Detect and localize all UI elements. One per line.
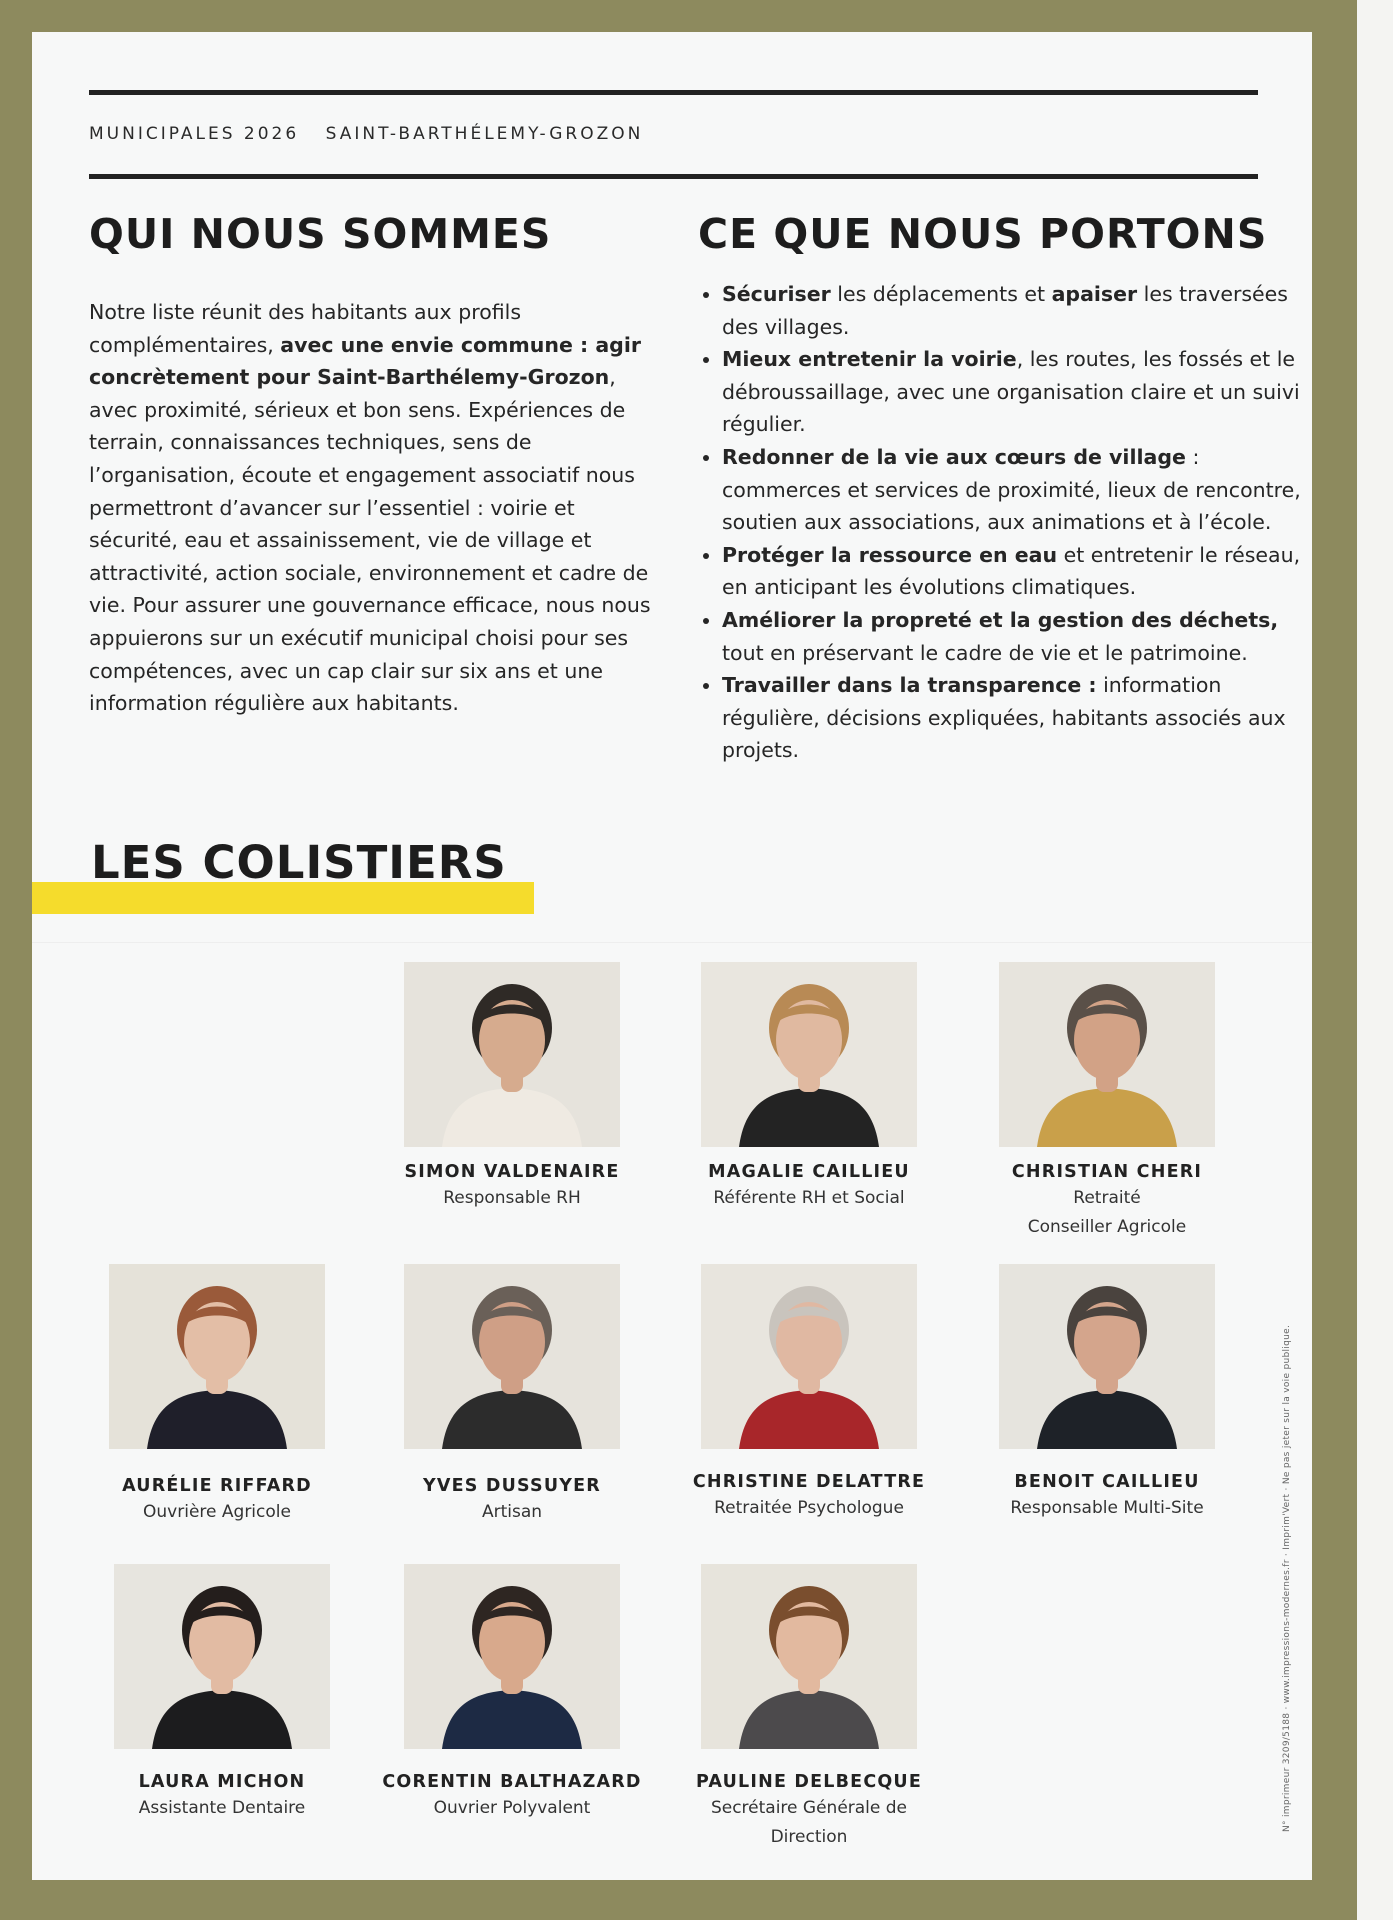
member-photo <box>109 1264 325 1449</box>
member-role: Responsable Multi-Site <box>1010 1498 1204 1518</box>
program-item <box>722 441 1312 539</box>
team-member <box>362 1770 662 1823</box>
scan-background <box>1357 0 1393 1920</box>
member-name: MAGALIE CAILLIEU <box>708 1162 910 1182</box>
member-name: CHRISTINE DELATTRE <box>692 1472 926 1492</box>
intro-text-1: Notre liste réunit des habitants aux profils complémentaires, <box>89 300 522 357</box>
portrait-graphic <box>701 1564 917 1749</box>
member-role: Artisan <box>481 1502 543 1522</box>
member-name: SIMON VALDENAIRE <box>404 1162 620 1182</box>
member-role-line-2: Conseiller Agricole <box>1027 1217 1187 1237</box>
portrait-graphic <box>701 962 917 1147</box>
program-item-bold: Travailler dans la transparence : <box>722 673 1097 698</box>
intro-text-bold: avec une envie commune : agir concrètement pour Saint-Barthélemy-Grozon <box>89 332 641 390</box>
member-photo <box>114 1564 330 1749</box>
member-photo <box>701 962 917 1147</box>
member-role: Assistante Dentaire <box>138 1798 306 1818</box>
masthead-town: SAINT-BARTHÉLEMY-GROZON <box>325 124 644 144</box>
program-heading: CE QUE NOUS PORTONS <box>698 210 1268 258</box>
program-item-bold: Améliorer la propreté et la gestion des déchets, <box>722 607 1279 632</box>
program-item-text: , les routes, les fossés et le débroussaillage, avec une organisation claire et un suivi régulier. <box>722 347 1300 437</box>
program-item-bold: Sécuriser <box>722 282 831 306</box>
member-photo <box>701 1564 917 1749</box>
member-role-line-2: Direction <box>770 1827 848 1847</box>
member-photo <box>404 1564 620 1749</box>
masthead <box>89 124 643 144</box>
program-list <box>686 278 1312 767</box>
portrait-graphic <box>999 1264 1215 1449</box>
header-rule-top <box>89 90 1258 95</box>
team-member <box>72 1770 372 1823</box>
who-heading: QUI NOUS SOMMES <box>89 210 552 258</box>
portrait-graphic <box>114 1564 330 1749</box>
member-name: LAURA MICHON <box>138 1772 306 1792</box>
program-item <box>722 604 1312 669</box>
team-heading: LES COLISTIERS <box>91 836 507 889</box>
member-name: CORENTIN BALTHAZARD <box>382 1772 642 1792</box>
program-item-text-2: les traversées des villages. <box>722 282 1288 339</box>
member-name: BENOIT CAILLIEU <box>1014 1472 1200 1492</box>
team-member <box>957 1470 1257 1523</box>
member-name: AURÉLIE RIFFARD <box>122 1476 312 1496</box>
portrait-graphic <box>404 1264 620 1449</box>
member-photo <box>404 962 620 1147</box>
intro-paragraph <box>89 296 659 720</box>
masthead-election: MUNICIPALES 2026 <box>89 124 300 144</box>
program-item-text: les déplacements et <box>830 282 1052 306</box>
member-role: Responsable RH <box>443 1188 581 1208</box>
leaflet-page <box>32 32 1312 1880</box>
member-name: YVES DUSSUYER <box>423 1476 601 1496</box>
program-item-text: et entretenir le réseau, en anticipant les évolutions climatiques. <box>722 542 1301 600</box>
portrait-graphic <box>404 1564 620 1749</box>
program-item-text: information régulière, décisions expliquées, habitants associés aux projets. <box>722 673 1286 763</box>
team-member <box>659 1770 959 1852</box>
member-role: Secrétaire Générale de <box>710 1798 908 1818</box>
member-role: Retraité <box>1073 1188 1141 1208</box>
member-name: CHRISTIAN CHERI <box>1011 1162 1203 1182</box>
member-role: Retraitée Psychologue <box>714 1498 904 1518</box>
program-item-text: : commerces et services de proximité, lieux de rencontre, soutien aux associations, aux animations et à l’école. <box>722 444 1301 535</box>
program-item-bold-2: apaiser <box>1051 282 1138 306</box>
member-photo <box>999 962 1215 1147</box>
program-item <box>722 278 1312 343</box>
program-item <box>722 669 1312 767</box>
portrait-graphic <box>404 962 620 1147</box>
header-rule-bottom <box>89 174 1258 179</box>
portrait-graphic <box>701 1264 917 1449</box>
member-role: Ouvrier Polyvalent <box>433 1798 591 1818</box>
intro-text-2: , avec proximité, sérieux et bon sens. Expériences de terrain, connaissances techniques, sens de l’organisation, écoute et engagement associatif nous permettront d’avancer sur l’essentiel : voirie et sécurité, eau et assainissement, vie de village et attractivité, action sociale, environnement et cadre de vie. Pour assurer une gouvernance efficace, nous nous appuierons sur un exécutif municipal choisi pour ses compétences, avec un cap clair sur six ans et une information régulière aux habitants. <box>89 365 651 716</box>
member-photo <box>701 1264 917 1449</box>
fold-line <box>32 942 1312 944</box>
printer-notice-text: N° imprimeur 3209/5188 · www.impressions-modernes.fr · Imprim'Vert · Ne pas jeter sur la voie publique. <box>1282 1324 1292 1832</box>
member-role: Référente RH et Social <box>713 1188 905 1208</box>
member-photo <box>404 1264 620 1449</box>
member-name: PAULINE DELBECQUE <box>696 1772 922 1792</box>
team-member <box>362 1474 662 1527</box>
portrait-graphic <box>999 962 1215 1147</box>
member-photo <box>999 1264 1215 1449</box>
team-member <box>659 1160 959 1213</box>
team-member <box>362 1160 662 1213</box>
team-member <box>67 1474 367 1527</box>
team-member <box>957 1160 1257 1242</box>
program-item <box>722 343 1312 441</box>
team-member <box>659 1470 959 1523</box>
printer-notice <box>1270 1272 1294 1832</box>
program-item-bold: Redonner de la vie aux cœurs de village <box>722 444 1186 469</box>
program-item-text: tout en préservant le cadre de vie et le patrimoine. <box>722 640 1248 665</box>
portrait-graphic <box>109 1264 325 1449</box>
program-item-bold: Protéger la ressource en eau <box>722 542 1058 567</box>
member-role: Ouvrière Agricole <box>143 1502 291 1522</box>
program-item <box>722 539 1312 604</box>
program-item-bold: Mieux entretenir la voirie <box>722 347 1017 372</box>
